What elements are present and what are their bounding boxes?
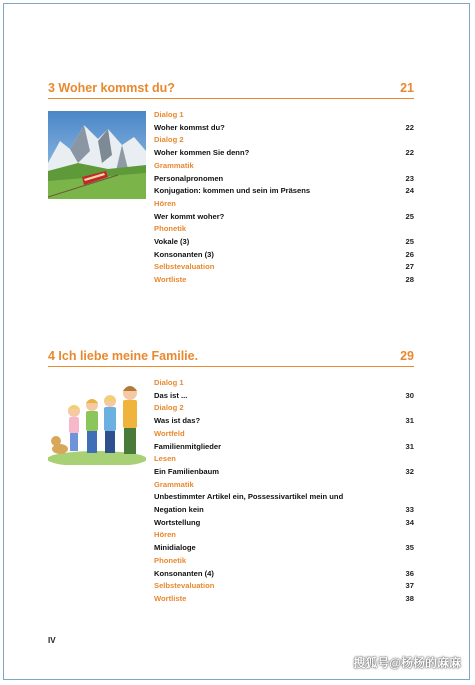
section-heading	[154, 134, 414, 147]
entry-text: Konsonanten (4)	[154, 568, 214, 578]
entry-text: Konjugation: kommen und sein im Präsens	[154, 186, 311, 196]
section-heading	[154, 428, 414, 441]
entry-text: Das ist ...	[154, 390, 188, 400]
toc-entry	[154, 173, 414, 186]
entry-page: 34	[405, 517, 414, 527]
toc-entry	[154, 441, 414, 454]
entry-page: 25	[405, 237, 414, 247]
entry-text: Personalpronomen	[154, 173, 224, 183]
entry-text: Wortstellung	[154, 517, 201, 527]
watermark: 搜狐号@杨杨的麻麻	[353, 656, 461, 670]
chapter-4-entries	[154, 377, 414, 606]
toc-entry	[154, 390, 414, 403]
entry-page: 31	[405, 416, 414, 426]
entry-text: Hören	[154, 530, 176, 540]
entry-page: 27	[405, 262, 414, 272]
entry-page: 24	[405, 186, 414, 196]
chapter-4-heading	[48, 349, 414, 367]
toc-entry	[154, 185, 414, 198]
chapter-3-heading	[48, 81, 414, 99]
toc-entry	[154, 415, 414, 428]
entry-text: Konsonanten (3)	[154, 249, 214, 259]
entry-page: 26	[405, 249, 414, 259]
entry-text: Phonetik	[154, 555, 187, 565]
entry-text: Vokale (3)	[154, 237, 190, 247]
entry-text: Lesen	[154, 454, 176, 464]
entry-text: Grammatik	[154, 479, 194, 489]
entry-text: Wer kommt woher?	[154, 211, 225, 221]
entry-page: 30	[405, 390, 414, 400]
entry-text: Ein Familienbaum	[154, 466, 219, 476]
entry-page: 28	[405, 275, 414, 285]
entry-text: Woher kommen Sie denn?	[154, 148, 250, 158]
section-heading	[154, 479, 414, 492]
chapter-3-entries	[154, 109, 414, 287]
entry-text: Woher kommst du?	[154, 122, 225, 132]
toc-entry	[154, 517, 414, 530]
entry-text: Hören	[154, 198, 176, 208]
entry-page: 31	[405, 441, 414, 451]
entry-page: 23	[405, 173, 414, 183]
chapter-3-page: 21	[400, 81, 414, 95]
section-heading	[154, 274, 414, 287]
entry-page: 22	[405, 122, 414, 132]
entry-text: Grammatik	[154, 160, 194, 170]
entry-page: 38	[405, 593, 414, 603]
section-heading	[154, 555, 414, 568]
toc-entry	[154, 147, 414, 160]
chapter-4-title: 4 Ich liebe meine Familie.	[48, 349, 199, 363]
section-heading	[154, 160, 414, 173]
entry-text: Dialog 2	[154, 403, 184, 413]
mountain-train-image	[48, 111, 146, 199]
section-heading	[154, 109, 414, 122]
section-heading	[154, 402, 414, 415]
entry-text: Wortliste	[154, 593, 187, 603]
chapter-3	[48, 81, 414, 285]
entry-text: Minidialoge	[154, 543, 196, 553]
chapter-3-title: 3 Woher kommst du?	[48, 81, 175, 95]
entry-text: Familienmitglieder	[154, 441, 222, 451]
toc-entry	[154, 236, 414, 249]
chapter-4	[48, 349, 414, 603]
section-heading	[154, 580, 414, 593]
toc-entry	[154, 122, 414, 135]
entry-text: Selbstevaluation	[154, 262, 215, 272]
section-heading	[154, 453, 414, 466]
section-heading	[154, 377, 414, 390]
entry-page: 25	[405, 211, 414, 221]
entry-page: 36	[405, 568, 414, 578]
toc-entry	[154, 504, 414, 517]
entry-text: Dialog 1	[154, 110, 184, 119]
toc-entry	[154, 542, 414, 555]
toc-entry	[154, 568, 414, 581]
section-heading	[154, 529, 414, 542]
section-heading	[154, 261, 414, 274]
entry-text: Phonetik	[154, 224, 187, 234]
toc-entry	[154, 491, 414, 504]
page-number: IV	[48, 636, 56, 645]
section-heading	[154, 593, 414, 606]
entry-page: 37	[405, 581, 414, 591]
chapter-4-page: 29	[400, 349, 414, 363]
entry-page: 32	[405, 466, 414, 476]
entry-text: Was ist das?	[154, 416, 201, 426]
section-heading	[154, 198, 414, 211]
entry-text: Negation kein	[154, 505, 204, 515]
toc-entry	[154, 249, 414, 262]
entry-text: Wortliste	[154, 275, 187, 285]
toc-entry	[154, 211, 414, 224]
toc-entry	[154, 466, 414, 479]
entry-text: Unbestimmter Artikel ein, Possessivartikel mein und	[154, 492, 344, 502]
family-illustration	[48, 377, 146, 465]
entry-page: 22	[405, 148, 414, 158]
entry-text: Wortfeld	[154, 428, 185, 438]
document-page	[3, 3, 470, 680]
entry-page: 35	[405, 543, 414, 553]
section-heading	[154, 223, 414, 236]
entry-text: Selbstevaluation	[154, 581, 215, 591]
entry-text: Dialog 2	[154, 135, 184, 145]
entry-page: 33	[405, 505, 414, 515]
entry-text: Dialog 1	[154, 378, 184, 387]
